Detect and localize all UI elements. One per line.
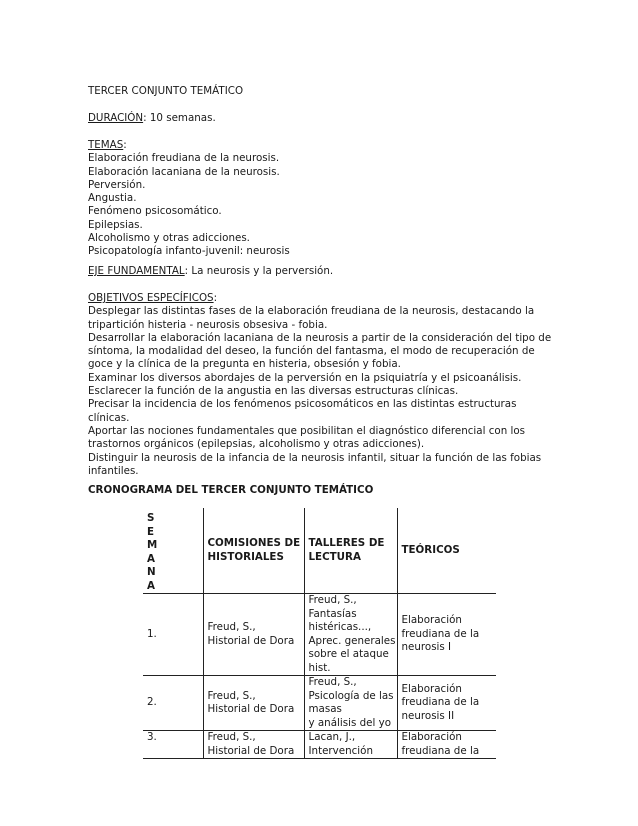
semana-letter: N — [147, 566, 156, 578]
eje-label: EJE FUNDAMENTAL — [88, 265, 185, 277]
comisiones-cell-line: Freud, S., — [207, 689, 256, 702]
objetivo-line: Precisar la incidencia de los fenómenos psicosomáticos en las distintas estructuras — [88, 398, 517, 411]
comisiones-cell-line: Historial de Dora — [207, 634, 295, 647]
objetivo-line: trastornos orgánicos (epilepsias, alcoholismo y otras adicciones). — [88, 438, 425, 451]
semana-letter: A — [147, 579, 155, 592]
section-title: TERCER CONJUNTO TEMÁTICO — [88, 85, 244, 97]
talleres-cell-line: Freud, S., — [308, 594, 357, 606]
teoricos-cell — [397, 594, 496, 676]
talleres-cell-line: masas — [308, 703, 342, 715]
semana-cell: 3. — [147, 731, 157, 743]
objetivos-colon: : — [213, 292, 218, 304]
tema-item: Psicopatología infanto-juvenil: neurosis — [88, 245, 290, 258]
teoricos-header: TEÓRICOS — [397, 508, 496, 594]
objetivos-list — [88, 305, 552, 478]
semana-cell: 2. — [147, 696, 157, 709]
table-row — [143, 594, 496, 676]
comisiones-cell-line: Freud, S., — [207, 621, 256, 633]
semana-letter: S — [147, 512, 155, 524]
semana-header — [143, 508, 203, 594]
teoricos-cell-line: Elaboración — [401, 682, 462, 695]
cronograma-title: CRONOGRAMA DEL TERCER CONJUNTO TEMÁTICO — [88, 484, 374, 496]
tema-item: Fenómeno psicosomático. — [88, 205, 222, 218]
duracion-value: : 10 semanas. — [143, 112, 216, 124]
talleres-cell-line: Fantasías — [308, 607, 357, 620]
objetivos-heading — [88, 292, 548, 305]
tema-item: Epilepsias. — [88, 218, 143, 231]
tema-item: Perversión. — [88, 178, 146, 191]
tema-item: Elaboración lacaniana de la neurosis. — [88, 165, 280, 178]
talleres-cell-line: Intervención — [308, 744, 373, 757]
table-row — [143, 731, 496, 759]
comisiones-cell-line: Historial de Dora — [207, 744, 295, 757]
temas-block — [88, 139, 548, 259]
comisiones-header-line: COMISIONES DE — [207, 537, 301, 549]
comisiones-cell — [203, 676, 304, 731]
talleres-header-line: TALLERES DE — [308, 537, 385, 549]
semana-letter: A — [147, 552, 155, 565]
objetivo-line: Esclarecer la función de la angustia en las diversas estructuras clínicas. — [88, 385, 459, 398]
objetivo-line: goce y la clínica de la pregunta en histeria, obsesión y fobia. — [88, 358, 401, 371]
teoricos-cell — [397, 731, 496, 759]
table-row — [143, 676, 496, 731]
talleres-cell-line: Lacan, J., — [308, 731, 356, 743]
objetivos-label: OBJETIVOS ESPECÍFICOS — [88, 292, 214, 304]
eje-value: : La neurosis y la perversión. — [184, 265, 334, 277]
talleres-cell-line: Freud, S., — [308, 676, 357, 688]
teoricos-cell-line: Elaboración — [401, 614, 462, 627]
teoricos-cell-line: freudiana de la — [401, 696, 480, 709]
objetivos-block — [88, 292, 552, 478]
objetivo-line: Distinguir la neurosis de la infancia de la neurosis infantil, situar la función de las fobias — [88, 451, 542, 464]
tema-item: Angustia. — [88, 192, 137, 205]
duracion-line — [88, 112, 548, 125]
objetivo-line: Desarrollar la elaboración lacaniana de la neurosis a partir de la consideración del tipo de — [88, 331, 552, 344]
comisiones-cell-line: Freud, S., — [207, 731, 256, 743]
temas-heading — [88, 139, 548, 152]
teoricos-cell-line: freudiana de la — [401, 627, 480, 640]
talleres-header — [304, 508, 397, 594]
talleres-header-line: LECTURA — [308, 550, 361, 563]
objetivo-line: infantiles. — [88, 464, 139, 477]
semana-cell: 1. — [147, 627, 157, 640]
teoricos-cell-line: neurosis I — [401, 641, 452, 654]
cronograma-table — [143, 508, 496, 759]
objetivo-line: Desplegar las distintas fases de la elaboración freudiana de la neurosis, destacando la — [88, 305, 535, 318]
objetivo-line: Aportar las nociones fundamentales que posibilitan el diagnóstico diferencial con los — [88, 424, 526, 437]
objetivo-line: clínicas. — [88, 411, 130, 424]
temas-colon: : — [123, 139, 127, 151]
semana-letter: M — [147, 539, 158, 551]
talleres-cell — [304, 731, 397, 759]
talleres-cell-line: hist. — [308, 661, 331, 674]
tema-item: Alcoholismo y otras adicciones. — [88, 232, 250, 245]
eje-line — [88, 265, 548, 278]
talleres-cell — [304, 676, 397, 731]
teoricos-cell-line: Elaboración — [401, 731, 462, 743]
temas-list — [88, 152, 548, 258]
objetivo-line: tripartición histeria - neurosis obsesiva - fobia. — [88, 318, 328, 331]
tema-item: Elaboración freudiana de la neurosis. — [88, 152, 280, 165]
teoricos-cell-line: neurosis II — [401, 709, 455, 722]
semana-letter: E — [147, 525, 155, 538]
teoricos-cell-line: freudiana de la — [401, 744, 480, 757]
talleres-cell-line: sobre el ataque — [308, 648, 389, 660]
talleres-cell-line: y análisis del yo — [308, 716, 391, 729]
table-header-row — [143, 508, 496, 594]
talleres-cell-line: Psicología de las — [308, 689, 394, 702]
objetivo-line: síntoma, la modalidad del deseo, la función del fantasma, el modo de recuperación de — [88, 345, 535, 358]
temas-label: TEMAS — [88, 139, 124, 151]
comisiones-cell — [203, 731, 304, 759]
teoricos-cell — [397, 676, 496, 731]
talleres-cell-line: histéricas..., — [308, 621, 372, 633]
comisiones-cell — [203, 594, 304, 676]
comisiones-cell-line: Historial de Dora — [207, 703, 295, 715]
talleres-cell-line: Aprec. generales — [308, 634, 396, 647]
objetivo-line: Examinar los diversos abordajes de la perversión en la psiquiatría y el psicoanálisis. — [88, 371, 522, 384]
talleres-cell — [304, 594, 397, 676]
comisiones-header — [203, 508, 304, 594]
comisiones-header-line: HISTORIALES — [207, 550, 284, 563]
duracion-label: DURACIÓN — [88, 112, 144, 124]
